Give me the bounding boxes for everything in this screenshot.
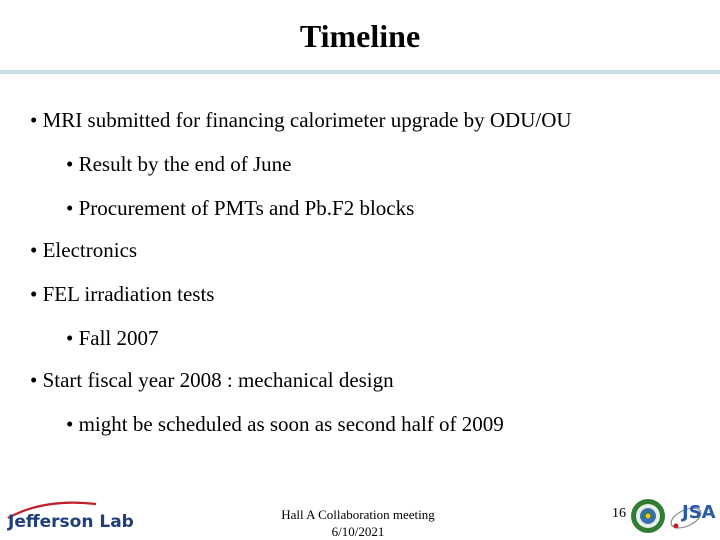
footer-date: 6/10/2021 (331, 524, 385, 539)
bullet-subitem: • Result by the end of June (66, 152, 292, 176)
doe-seal-icon (630, 498, 666, 534)
footer-meeting: Hall A Collaboration meeting (281, 507, 435, 522)
page-number: 16 (612, 506, 626, 521)
bullet-item: • MRI submitted for financing calorimeter upgrade by ODU/OU (30, 108, 572, 132)
bullet-item: • Start fiscal year 2008 : mechanical design (30, 368, 394, 392)
jsa-text: JSA (682, 502, 716, 523)
jsa-logo (668, 496, 720, 538)
bullet-item: • FEL irradiation tests (30, 282, 215, 306)
title-divider (0, 70, 720, 74)
bullet-subitem: • might be scheduled as soon as second half of 2009 (66, 412, 504, 436)
slide-title: Timeline (299, 18, 421, 54)
jefferson-lab-logo (4, 496, 144, 536)
bullet-item: • Electronics (30, 238, 138, 262)
bullet-subitem: • Procurement of PMTs and Pb.F2 blocks (66, 196, 415, 220)
footer-meeting-info (248, 506, 468, 540)
bullet-subitem: • Fall 2007 (66, 326, 159, 350)
logo-text: Jefferson Lab (8, 512, 134, 532)
